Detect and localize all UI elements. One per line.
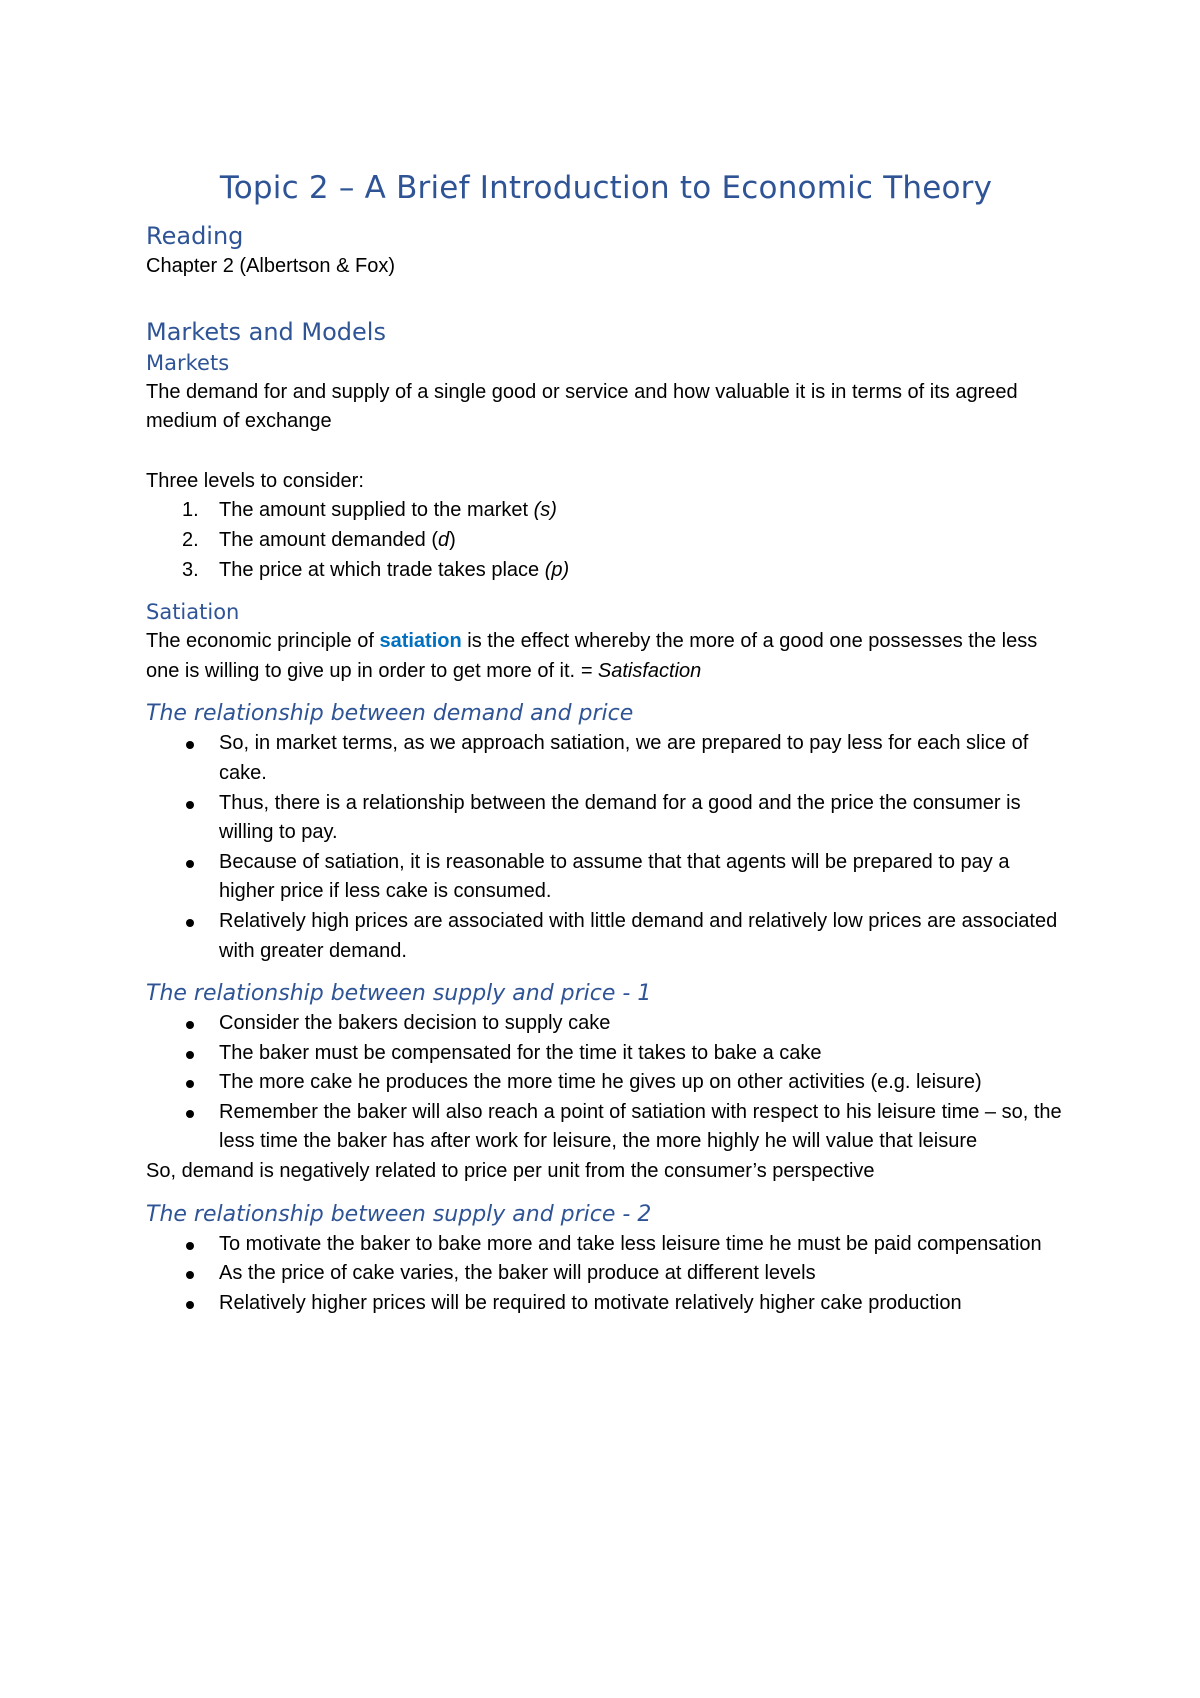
markets-and-models-heading: Markets and Models — [146, 317, 386, 346]
list-item-text: Remember the baker will also reach a point of satiation with respect to his leisure time – so, the less time the baker has after work for leisure, the more highly he will value that leisure — [219, 1100, 1062, 1153]
bullet-icon — [186, 741, 194, 749]
list-item — [146, 1098, 1066, 1157]
list-item — [146, 729, 1066, 788]
bullet-icon — [186, 1271, 194, 1279]
list-item-text: Because of satiation, it is reasonable to assume that that agents will be prepared to pay a higher price if less cake is consumed. — [219, 850, 1010, 903]
supply-price-2-list — [146, 1230, 1066, 1319]
list-item-text: Consider the bakers decision to supply cake — [219, 1012, 611, 1035]
list-item-text: As the price of cake varies, the baker will produce at different levels — [219, 1262, 816, 1285]
bullet-icon — [186, 919, 194, 927]
levels-item — [146, 556, 1066, 586]
reading-heading: Reading — [146, 222, 244, 250]
satiation-paragraph — [146, 627, 1066, 686]
list-number: 1. — [182, 499, 199, 522]
list-item — [146, 1068, 1066, 1098]
bullet-icon — [186, 1051, 194, 1059]
levels-item-text: The amount demanded ( — [219, 528, 439, 551]
levels-item-text: The amount supplied to the market — [219, 499, 534, 522]
demand-price-list — [146, 729, 1066, 966]
list-item — [146, 1039, 1066, 1069]
list-item — [146, 1289, 1066, 1319]
bullet-icon — [186, 1080, 194, 1088]
bullet-icon — [186, 1242, 194, 1250]
levels-item-symbol: d — [438, 528, 450, 551]
levels-item — [146, 526, 1066, 556]
satiation-text-before: The economic principle of — [146, 630, 380, 653]
satiation-note: = Satisfaction — [580, 659, 702, 682]
supply-price-1-list — [146, 1009, 1066, 1157]
levels-item-close: ) — [449, 528, 456, 551]
bullet-icon — [186, 1301, 194, 1309]
levels-item-text: The price at which trade takes place — [219, 558, 545, 581]
bullet-icon — [186, 801, 194, 809]
bullet-icon — [186, 860, 194, 868]
levels-item-symbol: (p) — [544, 558, 570, 581]
list-item — [146, 789, 1066, 848]
list-number: 2. — [182, 528, 199, 551]
list-item-text: The baker must be compensated for the time it takes to bake a cake — [219, 1041, 822, 1064]
document-title: Topic 2 – A Brief Introduction to Economic Theory — [219, 170, 993, 206]
satiation-keyword: satiation — [379, 630, 462, 653]
list-item-text: Relatively high prices are associated with little demand and relatively low prices are associated with greater demand. — [219, 909, 1058, 962]
document-body — [146, 166, 1066, 1318]
supply-price-1-heading: The relationship between supply and price - 1 — [146, 981, 652, 1007]
supply-price-2-heading: The relationship between supply and price - 2 — [146, 1201, 652, 1227]
supply-price-1-conclusion: So, demand is negatively related to price per unit from the consumer’s perspective — [146, 1160, 875, 1183]
markets-definition: The demand for and supply of a single good or service and how valuable it is in terms of its agreed medium of exchange — [146, 380, 1018, 433]
satiation-heading: Satiation — [146, 600, 240, 625]
satiation-text-after: is the effect whereby the more of a good one possesses the less one is willing to give up in order to get more of it. — [146, 630, 1038, 682]
list-item — [146, 907, 1066, 966]
levels-item — [146, 496, 1066, 526]
list-item-text: Relatively higher prices will be required to motivate relatively higher cake production — [219, 1291, 962, 1314]
levels-list — [146, 496, 1066, 585]
list-item — [146, 1259, 1066, 1289]
bullet-icon — [186, 1110, 194, 1118]
list-item-text: So, in market terms, as we approach satiation, we are prepared to pay less for each slice of cake. — [219, 732, 1029, 784]
list-item — [146, 848, 1066, 907]
levels-item-symbol: (s) — [533, 499, 557, 522]
reading-text: Chapter 2 (Albertson & Fox) — [146, 255, 395, 277]
list-item — [146, 1009, 1066, 1039]
markets-heading: Markets — [146, 350, 230, 375]
demand-price-heading: The relationship between demand and price — [146, 701, 634, 727]
list-item-text: Thus, there is a relationship between the demand for a good and the price the consumer is willing to pay. — [219, 791, 1021, 844]
bullet-icon — [186, 1021, 194, 1029]
list-number: 3. — [182, 558, 199, 581]
list-item-text: The more cake he produces the more time he gives up on other activities (e.g. leisure) — [219, 1071, 982, 1094]
list-item-text: To motivate the baker to bake more and take less leisure time he must be paid compensation — [219, 1232, 1042, 1255]
levels-intro: Three levels to consider: — [146, 469, 364, 492]
list-item — [146, 1230, 1066, 1260]
